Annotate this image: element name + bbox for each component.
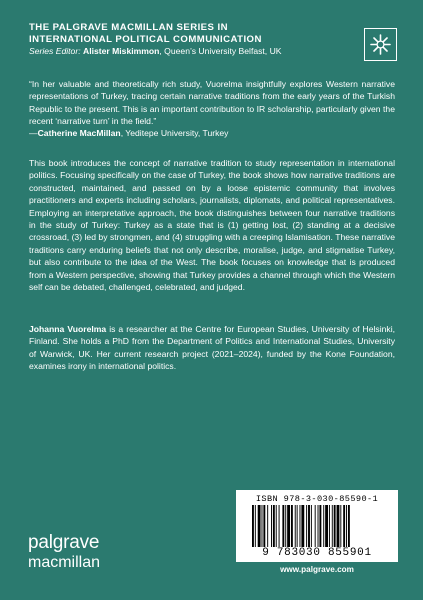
barcode-bar bbox=[279, 505, 280, 547]
publisher-logo-palgrave: palgrave bbox=[28, 532, 100, 553]
series-editor-name: Alister Miskimmon bbox=[82, 46, 160, 56]
author-name: Johanna Vuorelma bbox=[29, 324, 107, 334]
barcode-bar bbox=[300, 505, 301, 547]
series-editor-label: Series Editor: bbox=[29, 46, 81, 56]
barcode-bar bbox=[340, 505, 341, 547]
barcode-bar bbox=[343, 505, 345, 547]
publisher-logo-macmillan: macmillan bbox=[28, 554, 101, 571]
barcode-bar bbox=[297, 505, 298, 547]
barcode-panel bbox=[236, 490, 398, 564]
isbn-label: ISBN 978-3-030-85590-1 bbox=[255, 494, 379, 504]
barcode-bar bbox=[311, 505, 312, 547]
series-editor-affiliation: , Queen’s University Belfast, UK bbox=[159, 46, 282, 56]
publisher-website: www.palgrave.com bbox=[236, 562, 398, 577]
barcode-bar bbox=[282, 505, 284, 547]
endorser-affiliation: , Yeditepe University, Turkey bbox=[120, 128, 229, 138]
barcode-bar bbox=[319, 505, 321, 547]
barcode-bar bbox=[332, 505, 333, 547]
barcode-image bbox=[248, 505, 386, 547]
barcode-bar bbox=[301, 505, 304, 547]
endorsement-attribution bbox=[29, 127, 395, 139]
barcode-bar bbox=[258, 505, 261, 547]
barcode-bar bbox=[308, 505, 310, 547]
barcode-bar bbox=[263, 505, 265, 547]
author-bio bbox=[29, 323, 395, 373]
barcode-bar bbox=[287, 505, 290, 547]
series-title-line-2: INTERNATIONAL POLITICAL COMMUNICATION bbox=[29, 34, 262, 45]
series-editor-line bbox=[29, 46, 369, 57]
barcode-bar bbox=[267, 505, 268, 547]
barcode-bar bbox=[337, 505, 340, 547]
barcode-number: 9 783030 855901 bbox=[262, 547, 372, 559]
barcode-bar bbox=[334, 505, 336, 547]
barcode-bar bbox=[315, 505, 316, 547]
series-title bbox=[29, 22, 359, 46]
series-title-line-1: THE PALGRAVE MACMILLAN SERIES IN bbox=[29, 22, 228, 33]
barcode-bar bbox=[329, 505, 330, 547]
palgrave-star-icon bbox=[364, 28, 397, 61]
barcode-bar bbox=[318, 505, 319, 547]
barcode-bar bbox=[252, 505, 254, 547]
barcode-bar bbox=[325, 505, 328, 547]
author-bio-text: is a researcher at the Centre for European Studies, University of Helsinki, Finland. She holds a PhD from the Department of Politics and International Studies, University of Warwick, UK. Her current research project (2021–2024), funded by the Kone Foundation, examines irony in international politics. bbox=[29, 324, 395, 372]
barcode-bar bbox=[271, 505, 272, 547]
barcode-bar bbox=[273, 505, 275, 547]
barcode-bar bbox=[323, 505, 324, 547]
attribution-dash: — bbox=[29, 128, 38, 138]
book-description: This book introduces the concept of narrative tradition to study representation in international politics. Focusing specifically on the case of Turkey, the book shows how narrative traditions are constructed, maintained, and passed on by a loose epistemic community that involves practitioners and experts including scholars, journalists, diplomats, and political representatives. Employing an interpretative approach, the book distinguishes between four narrative traditions in the study of Turkey: Turkey as a state that is (1) getting lost, (2) standing at a decisive crossroad, (3) led by strongmen, and (4) struggling with a creeping Islamisation. These narrative traditions carry enduring beliefs that not only describe, moralise, judge, and stigmatise Turkey, but also contribute to the idea of the West. The book focuses on knowledge that is produced from a Western perspective, showing that Turkey provides a channel through which the Western self can be debated, challenged, celebrated, and judged. bbox=[29, 158, 395, 293]
endorsement-quote: “In her valuable and theoretically rich study, Vuorelma insightfully explores Western narrative representations of Turkey, tracing certain narrative traditions from the early years of the Turkish Republic to the present. This is an important contribution to IR scholarship, particularly given the recent ‘narrative turn’ in the field.” bbox=[29, 79, 395, 127]
barcode-bar bbox=[291, 505, 293, 547]
barcode-bar bbox=[255, 505, 256, 547]
barcode-bar bbox=[262, 505, 263, 547]
barcode-bar bbox=[348, 505, 350, 547]
barcode-bar bbox=[295, 505, 296, 547]
endorser-name: Catherine MacMillan bbox=[37, 128, 121, 138]
barcode-bar bbox=[276, 505, 277, 547]
barcode-bar bbox=[346, 505, 347, 547]
barcode-bar bbox=[306, 505, 307, 547]
barcode-bar bbox=[285, 505, 286, 547]
